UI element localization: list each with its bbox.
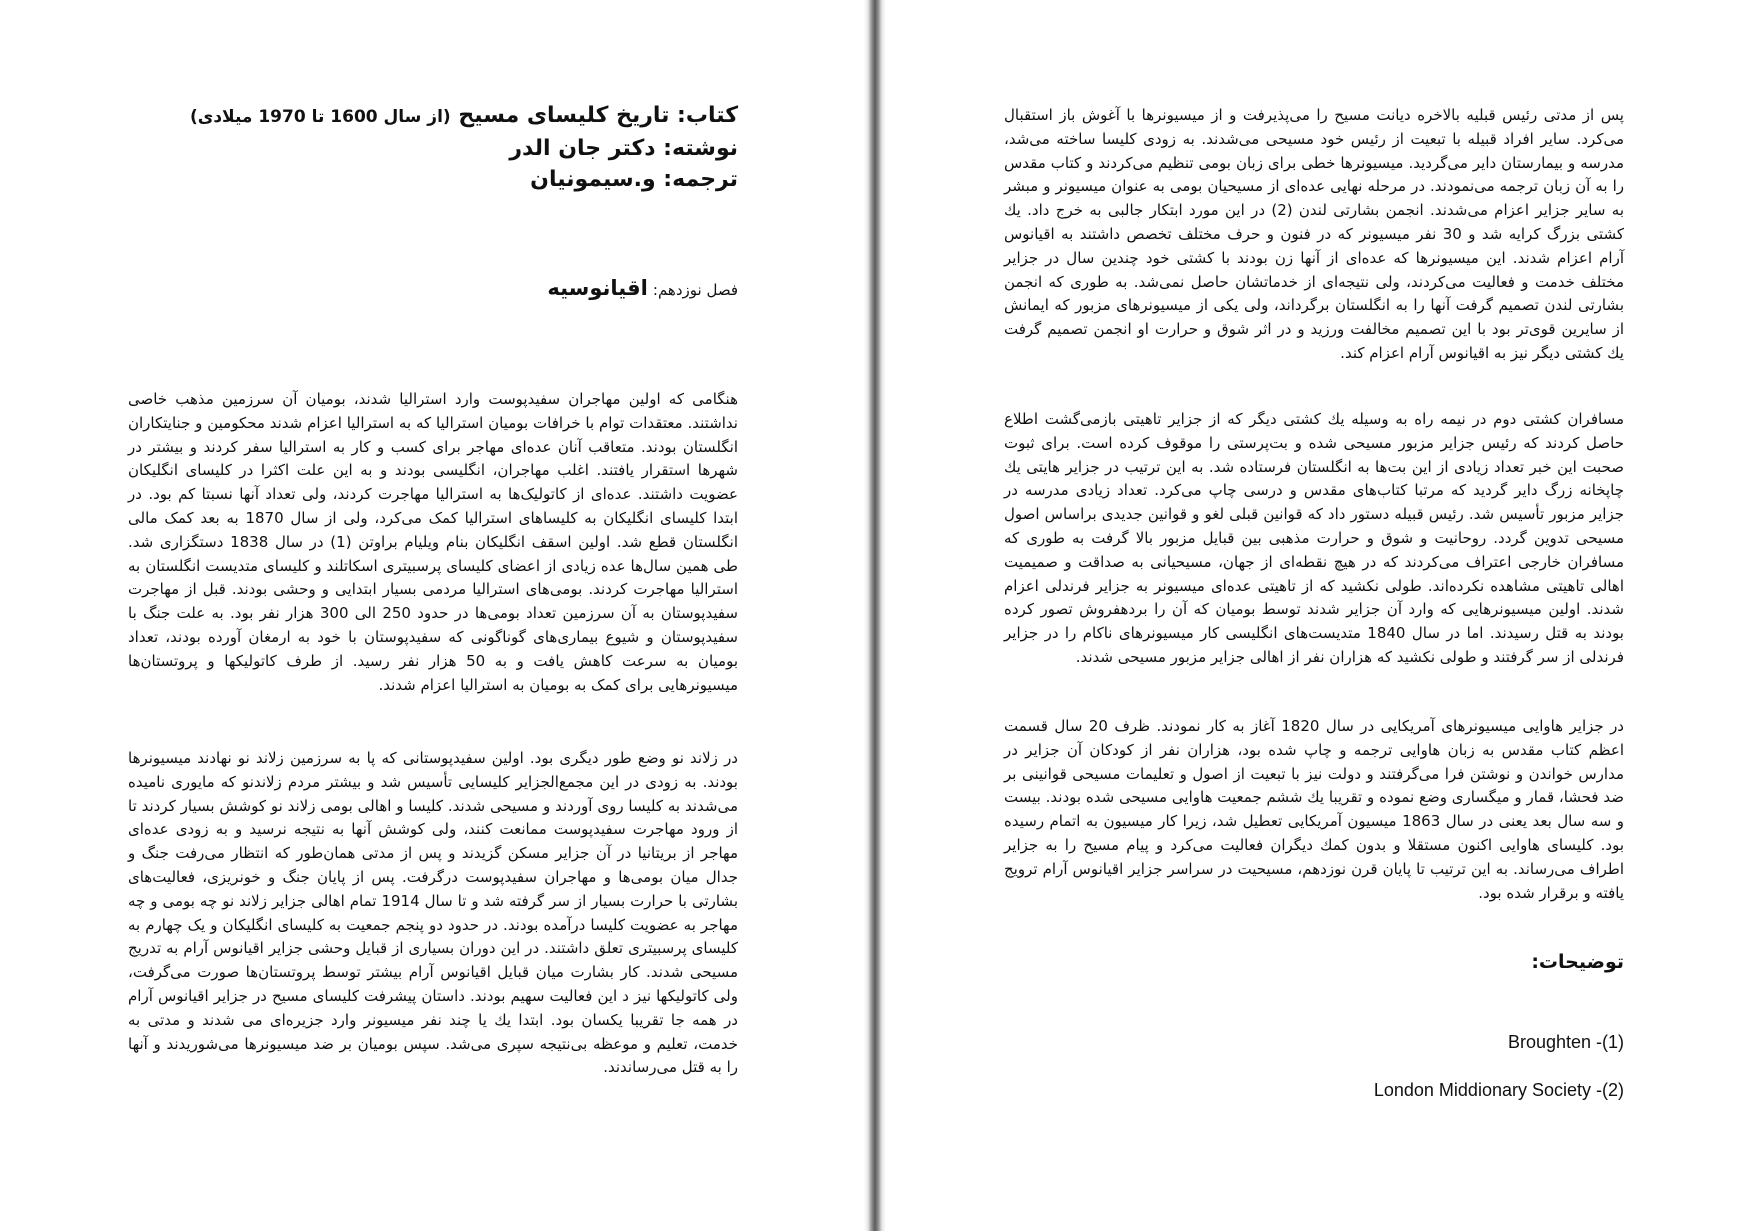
book-years: (از سال 1600 تا 1970 میلادی) [189,107,451,127]
right-paragraph-hawaii: در جزایر هاوایی میسیونرهای آمریکایی در سال 1820 آغاز به کار نمودند. ظرف 20 سال قسمت اعظم کتاب مقدس به زبان هاوایی ترجمه و چاپ شده بود، هزاران نفر از کودکان آن جزایر در مدارس خواندن و نوشتن فرا می‌گرفتند و دولت نیز با تبعیت از اصول و تعلیمات مسیحی قوانینی بر ضد فحشا، قمار و میگساری وضع نموده و تقریبا یك ششم جمعیت هاوایی مسیحی شده بودند. بیست و سه سال بعد یعنی در سال 1863 میسیون آمریکایی تعطیل شد، زیرا کار میسیون به اتمام رسیده بود. کلیسای هاوایی اکنون مستقلا و بدون کمك دیگران فعالیت می‌کرد و پیام مسیح را به جزایر اطراف می‌رساند. به این ترتیب تا پایان قرن نوزدهم، مسیحیت در سراسر جزایر اقیانوس آرام ترویج یافته و برقرار شده بود. [1004,717,1625,902]
author-line: نوشته: دکتر جان الدر [509,136,738,161]
left-paragraph-new-zealand: در زلاند نو وضع طور دیگری بود. اولین سفیدپوستانی که پا به سرزمین زلاند نو نهادند میسیونرها بودند. به زودی در این مجمع‌الجزایر کلیسایی تأسیس شد و بیشتر مردم زلاندنو که مایوری نامیده می‌شدند به کلیسا روی آوردند و مسیحی شدند. کلیسا و اهالی بومی زلاند نو کوشش بسیار کردند تا از ورود مهاجرت سفیدپوست ممانعت کنند، ولی کوشش آنها به نتیجه نرسید و به زودی عده‌ای مهاجر از بریتانیا در آن جزایر مسکن گزیدند و پس از مدتی همان‌طور که انتظار می‌رفت جنگ و جدال میان بومی‌ها و مهاجران سفیدپوست درگرفت. پس از پایان جنگ و خونریزی، فعالیت‌های بشارتی با حرارت بسیار از سر گرفته شد و تا سال 1914 تمام اهالی جزایر زلاند نو چه بومی و چه مهاجر به عضویت کلیسا درآمده بودند. در حدود دو پنجم جمعیت به کلیسای انگلیکان و یک چهارم به کلیسای پرسبیتری تعلق داشتند. در این دوران بسیاری از قبایل وحشی جزایر اقیانوس آرام به تدریج مسیحی شدند. کار بشارت میان قبایل اقیانوس آرام بیشتر توسط پروتستان‌ها صورت می‌گرفت، ولی کاتولیکها نیز د این فعالیت سهیم بودند. داستان پیشرفت کلیسای مسیح در جزایر اقیانوس آرام در همه جا تقریبا یکسان بود. ابتدا یك یا چند نفر میسیونر وارد جزیره‌ای می شدند و مدتی به خدمت، تعلیم و موعظه بی‌نتیجه سپری می‌شد. سپس بومیان بر ضد میسیونرها می‌شوریدند و آنها را به قتل می‌رساندند. [128,749,738,1077]
page-gutter [864,0,886,1231]
book-title-line [178,100,738,133]
book-title: کتاب: تاریخ کلیسای مسیح [458,103,738,128]
left-page [0,0,864,1231]
note-item-2: London Middionary Society -(2) [1373,1080,1624,1100]
right-paragraph-tahiti: مسافران کشتی دوم در نیمه راه به وسیله یك کشتی دیگر که از جزایر تاهیتی باز‌می‌گشت اطلاع حاصل کردند که رئیس جزایر مزبور مسیحی شده و بت‌پرستی را موقوف کرده است. برای ثبوت صحبت این خبر تعداد زیادی از این بت‌ها به انگلستان فرستاده شد. به این ترتیب در جزایر هایتی یك چاپخانه زرگ دایر گردید که مرتبا کتاب‌های مقدس و درسی چاپ می‌کرد. تعداد زیادی مدرسه در جزایر مزبور تأسیس شد. رئیس قبیله دستور داد که قوانین قبلی لغو و قوانین جدیدی براساس اصول مسیحی تدوین گردد. روحانیت و شوق و حرارت مذهبی بین قبایل مزبور بالا گرفت به طوری که مسافران خارجی اعتراف می‌کردند که در هیچ نقطه‌ای از جهان، مسیحیانی به صداقت و صمیمیت اهالی تاهیتی مشاهده نکرده‌اند. طولی نکشید که از تاهیتی عده‌ای میسیونر به جزایر فرندلی اعزام شدند. اولین میسیونرهایی که وارد آن جزایر شدند توسط بومیان که آن را بردهفروش تصور کرده بودند به قتل رسیدند. اما در سال 1840 متدیست‌های انگلیسی کار میسیونرهای ناکام را در جزایر فرندلی از سر گرفتند و طولی نکشید که هزاران نفر از اهالی جزایر مزبور مسیحی شدند. [1004,410,1624,666]
note-item-1: Broughten -(1) [1507,1032,1624,1052]
right-paragraph-missionaries: پس از مدتی رئیس قبلیه بالاخره دیانت مسیح را می‌پذیرفت و از میسیونرها با آغوش باز استقبال می‌کرد. سایر افراد قبیله با تبعیت از رئیس خود مسیحی می‌شدند. به زودی کلیسا ساخته می‌شد، مدرسه و بیمارستان دایر می‌گردید. میسیونرها خطی برای زبان بومی تنظیم می‌کردند و کتاب مقدس را به آن زبان ترجمه می‌نمودند. در مرحله نهایی عده‌ای از مسیحیان بومی به عنوان میسیونر و مبشر به سایر جزایر اعزام می‌شدند. انجمن بشارتی لندن (2) در این مورد ابتکار جالبی به خرج داد. یك کشتی بزرگ کرایه شد و 30 نفر میسیونر که در فنون و حرف مختلف تخصص داشتند به اقیانوس آرام اعزام شدند. این میسیونرها که عده‌ای از آنها زن بودند با کشتی خود چندین سال در جزایر مختلف خدمت و فعالیت می‌کردند، ولی نتیجه‌ای از خدماتشان حاصل نمی‌شد. به طوری که انجمن بشارتی لندن تصمیم گرفت آنها را به انگلستان برگرداند، ولی یکی از میسیونرهای مزبور که ایمانش از سایرین قوی‌تر بود با این تصمیم مخالفت ورزید و در اثر شوق و حرارت او انجمن تصمیم گرفت یك کشتی دیگر نیز به اقیانوس آرام اعزام کند. [1004,106,1625,362]
chapter-heading [547,276,738,300]
book-header [178,100,738,195]
notes-title: توضیحات: [1531,951,1624,973]
left-paragraph-australia: هنگامی که اولین مهاجران سفیدپوست وارد استرالیا شدند، بومیان آن سرزمین مذهب خاصی نداشتند. معتقدات توام با خرافات بومیان استرالیا که به استرالیا اعزام شدند محکومین و جنایتکاران انگلستان بودند. متعاقب آنان عده‌ای مهاجر برای کسب و کار به استرالیا سفر کردند و بیشتر در شهرها استقرار یافتند. اغلب مهاجران، انگلیسی بودند و به این علت اکثرا در کلیسای انگلیکان عضویت داشتند. عده‌ای از کاتولیک‌ها به استرالیا مهاجرت کردند، ولی تعداد آنها نسبتا کم بود. در ابتدا کلیسای انگلیکان به کلیساهای استرالیا کمک می‌کرد، ولی از سال 1870 به بعد کمک مالی انگلستان قطع شد. اولین اسقف انگلیکان بنام ویلیام براوتن (1) در سال 1838 دستگزاری شد. طی همین سال‌ها عده زیادی از اعضای کلیسای پرسبیتری اسکاتلند و کلیسای متدیست انگلستان به استرالیا مهاجرت کردند. بومی‌های استرالیا مردمی بسیار ابتدایی و وحشی بودند. قبل از مهاجرت سفیدپوستان به آن سرزمین تعداد بومی‌ها در حدود 250 الی 300 هزار نفر بود. به علت جنگ با سفیدپوستان و شیوع بیماری‌های گوناگونی که سفیدپوستان با خود به ارمغان آورده بودند، تعداد بومیان به سرعت کاهش یافت و به 50 هزار نفر رسید. از طرف کاتولیکها و پروتستان‌ها میسیونرهایی برای کمک به بومیان به استرالیا اعزام شدند. [128,390,739,694]
chapter-label: فصل نوزدهم: [652,281,738,299]
chapter-title: اقیانوسیه [547,276,648,300]
translator-line: ترجمه: و.سیمونیان [530,167,738,192]
right-page [886,0,1750,1231]
